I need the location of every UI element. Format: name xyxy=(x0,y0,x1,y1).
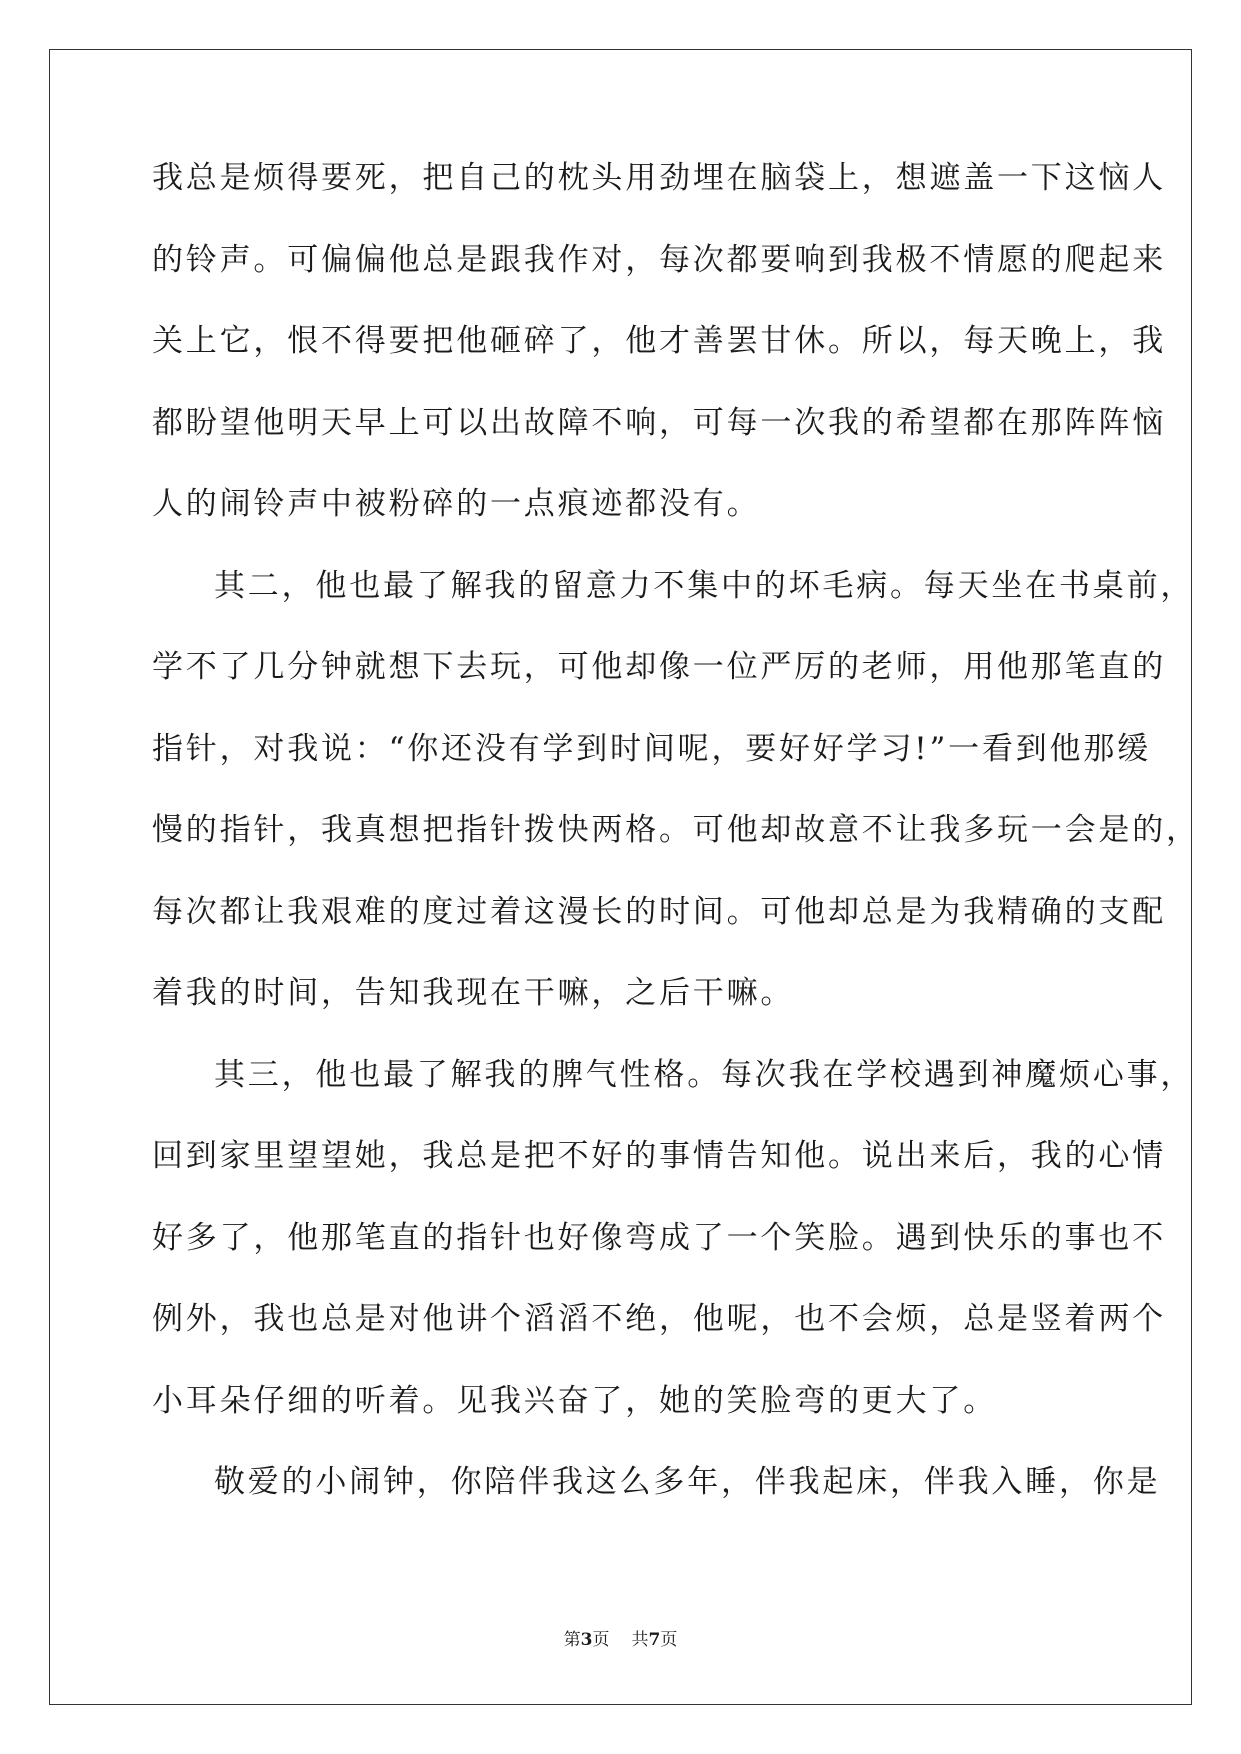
text-line: 回到家里望望她，我总是把不好的事情告知他。说出来后，我的心情 xyxy=(152,1138,1166,1174)
text-line: 例外，我也总是对他讲个滔滔不绝，他呢，也不会烦，总是竖着两个 xyxy=(152,1301,1166,1337)
text-line: 人的闹铃声中被粉碎的一点痕迹都没有。 xyxy=(152,486,761,522)
page-total: 7 xyxy=(648,1630,661,1650)
page-prefix: 第 xyxy=(563,1630,581,1650)
text-line: 慢的指针，我真想把指针拨快两格。可他却故意不让我多玩一会是的， xyxy=(152,812,1200,848)
page-current: 3 xyxy=(580,1630,593,1650)
page-suffix: 页 xyxy=(592,1630,610,1650)
total-suffix: 页 xyxy=(660,1630,678,1650)
total-prefix: 共 xyxy=(631,1630,649,1650)
page-footer xyxy=(0,1625,1241,1650)
text-line: 指针，对我说：“你还没有学到时间呢，要好好学习!”一看到他那缓 xyxy=(152,730,1151,767)
text-line: 着我的时间，告知我现在干嘛，之后干嘛。 xyxy=(152,975,795,1011)
paragraph-start-line: 其三，他也最了解我的脾气性格。每次我在学校遇到神魔烦心事， xyxy=(214,1056,1195,1093)
text-line: 每次都让我艰难的度过着这漫长的时间。可他却总是为我精确的支配 xyxy=(152,893,1166,930)
paragraph-start-line: 其二，他也最了解我的留意力不集中的坏毛病。每天坐在书桌前， xyxy=(214,567,1195,604)
text-line: 都盼望他明天早上可以出故障不响，可每一次我的希望都在那阵阵恼 xyxy=(152,404,1166,441)
text-line: 的铃声。可偏偏他总是跟我作对，每次都要响到我极不情愿的爬起来 xyxy=(152,241,1166,278)
text-line: 小耳朵仔细的听着。见我兴奋了，她的笑脸弯的更大了。 xyxy=(152,1382,997,1419)
text-line: 学不了几分钟就想下去玩，可他却像一位严厉的老师，用他那笔直的 xyxy=(152,649,1166,685)
body-text xyxy=(152,158,1200,1544)
text-line: 好多了，他那笔直的指针也好像弯成了一个笑脸。遇到快乐的事也不 xyxy=(152,1219,1166,1256)
text-line: 我总是烦得要死，把自己的枕头用劲埋在脑袋上，想遮盖一下这恼人 xyxy=(152,160,1166,196)
paragraph-start-line: 敬爱的小闹钟，你陪伴我这么多年，伴我起床，伴我入睡，你是 xyxy=(214,1464,1161,1500)
text-line: 关上它，恨不得要把他砸碎了，他才善罢甘休。所以，每天晚上，我 xyxy=(152,323,1166,359)
